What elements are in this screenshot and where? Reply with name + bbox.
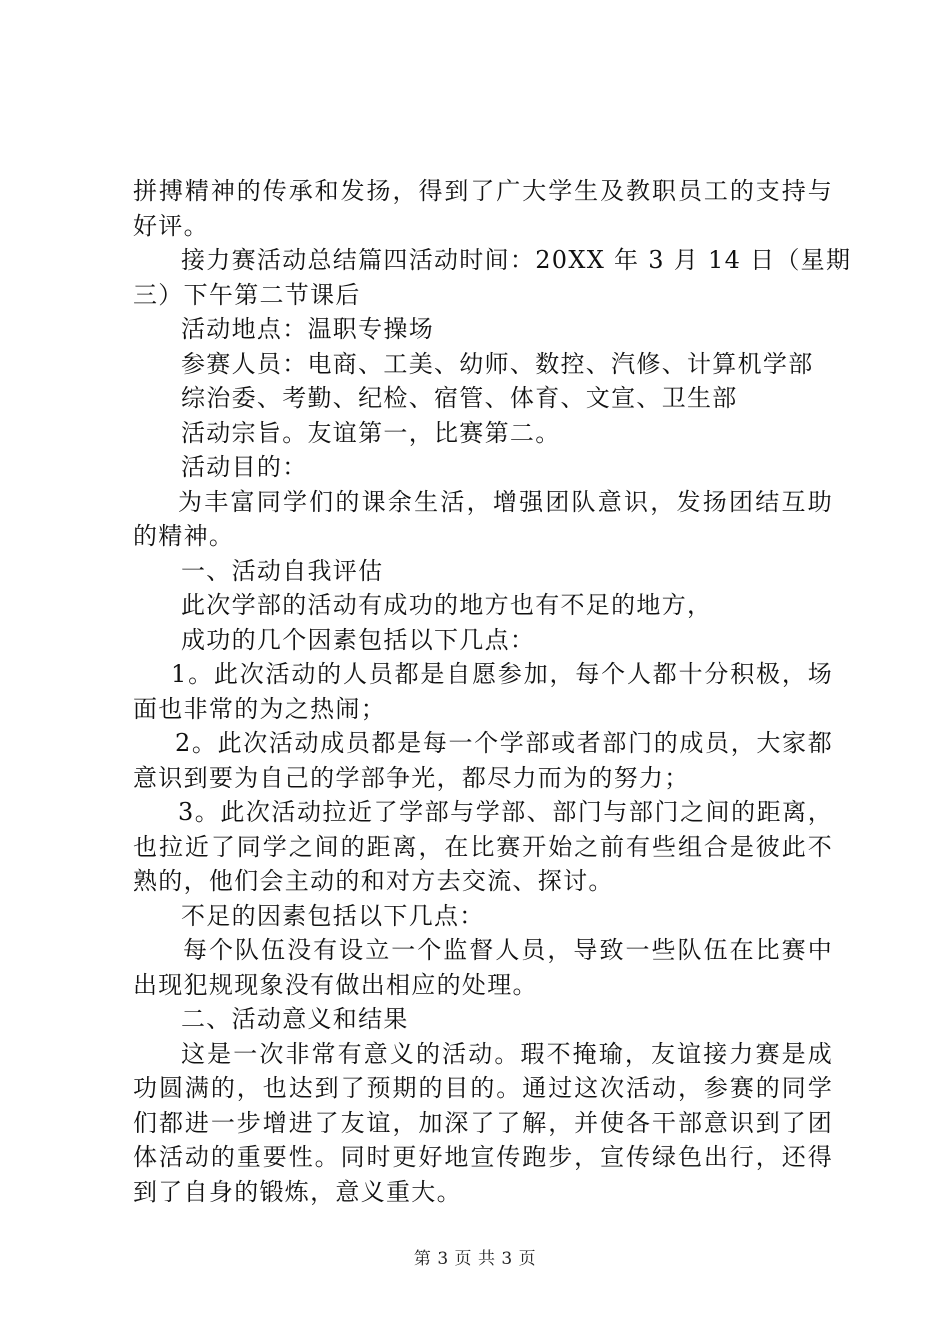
paragraph-line: 这是一次非常有意义的活动。瑕不掩瑜，友谊接力赛是成: [181, 1039, 833, 1068]
paragraph-line: 每个队伍没有设立一个监督人员，导致一些队伍在比赛中: [183, 936, 833, 964]
paragraph-line: 2。此次活动成员都是每一个学部或者部门的成员，大家都: [175, 729, 833, 757]
paragraph-line: 成功的几个因素包括以下几点：: [181, 625, 536, 654]
paragraph-line: 不足的因素包括以下几点：: [181, 901, 485, 930]
paragraph-line: 3。此次活动拉近了学部与学部、部门与部门之间的距离，: [178, 798, 833, 826]
paragraph-line: 也拉近了同学之间的距离，在比赛开始之前有些组合是彼此不: [133, 832, 833, 861]
paragraph-line: 此次学部的活动有成功的地方也有不足的地方，: [181, 591, 713, 619]
paragraph-line: 三）下午第二节课后: [133, 280, 361, 309]
paragraph-line: 出现犯规现象没有做出相应的处理。: [133, 970, 538, 999]
page-number-footer: 第 3 页 共 3 页: [413, 1249, 537, 1269]
section-heading: 二、活动意义和结果: [181, 1005, 409, 1033]
paragraph-line: 面也非常的为之热闹；: [133, 694, 386, 723]
paragraph-line: 综治委、考勤、纪检、宿管、体育、文宣、卫生部: [181, 384, 738, 412]
paragraph-line: 好评。: [133, 211, 209, 240]
paragraph-line: 1。此次活动的人员都是自愿参加，每个人都十分积极，场: [171, 660, 833, 688]
paragraph-line: 活动宗旨。友谊第一，比赛第二。: [181, 418, 561, 447]
paragraph-line: 拼搏精神的传承和发扬，得到了广大学生及教职员工的支持与: [133, 177, 833, 205]
paragraph-line: 为丰富同学们的课余生活，增强团队意识，发扬团结互助: [178, 487, 833, 516]
paragraph-line: 们都进一步增进了友谊，加深了了解，并使各干部意识到了团: [133, 1108, 833, 1137]
paragraph-line: 接力赛活动总结篇四活动时间：20XX 年 3 月 14 日（星期: [181, 246, 852, 274]
paragraph-line: 参赛人员：电商、工美、幼师、数控、汽修、计算机学部: [181, 349, 814, 378]
document-body: [133, 174, 852, 1209]
paragraph-line: 活动地点：温职专操场: [181, 315, 434, 343]
section-heading: 一、活动自我评估: [181, 556, 384, 585]
paragraph-line: 功圆满的，也达到了预期的目的。通过这次活动，参赛的同学: [133, 1074, 833, 1102]
paragraph-line: 意识到要为自己的学部争光，都尽力而为的努力；: [133, 763, 690, 792]
paragraph-line: 到了自身的锻炼，意义重大。: [133, 1177, 462, 1206]
paragraph-line: 体活动的重要性。同时更好地宣传跑步，宣传绿色出行，还得: [133, 1143, 833, 1171]
paragraph-line: 的精神。: [133, 522, 235, 550]
paragraph-line: 活动目的：: [181, 453, 308, 481]
paragraph-line: 熟的，他们会主动的和对方去交流、探讨。: [133, 867, 614, 895]
